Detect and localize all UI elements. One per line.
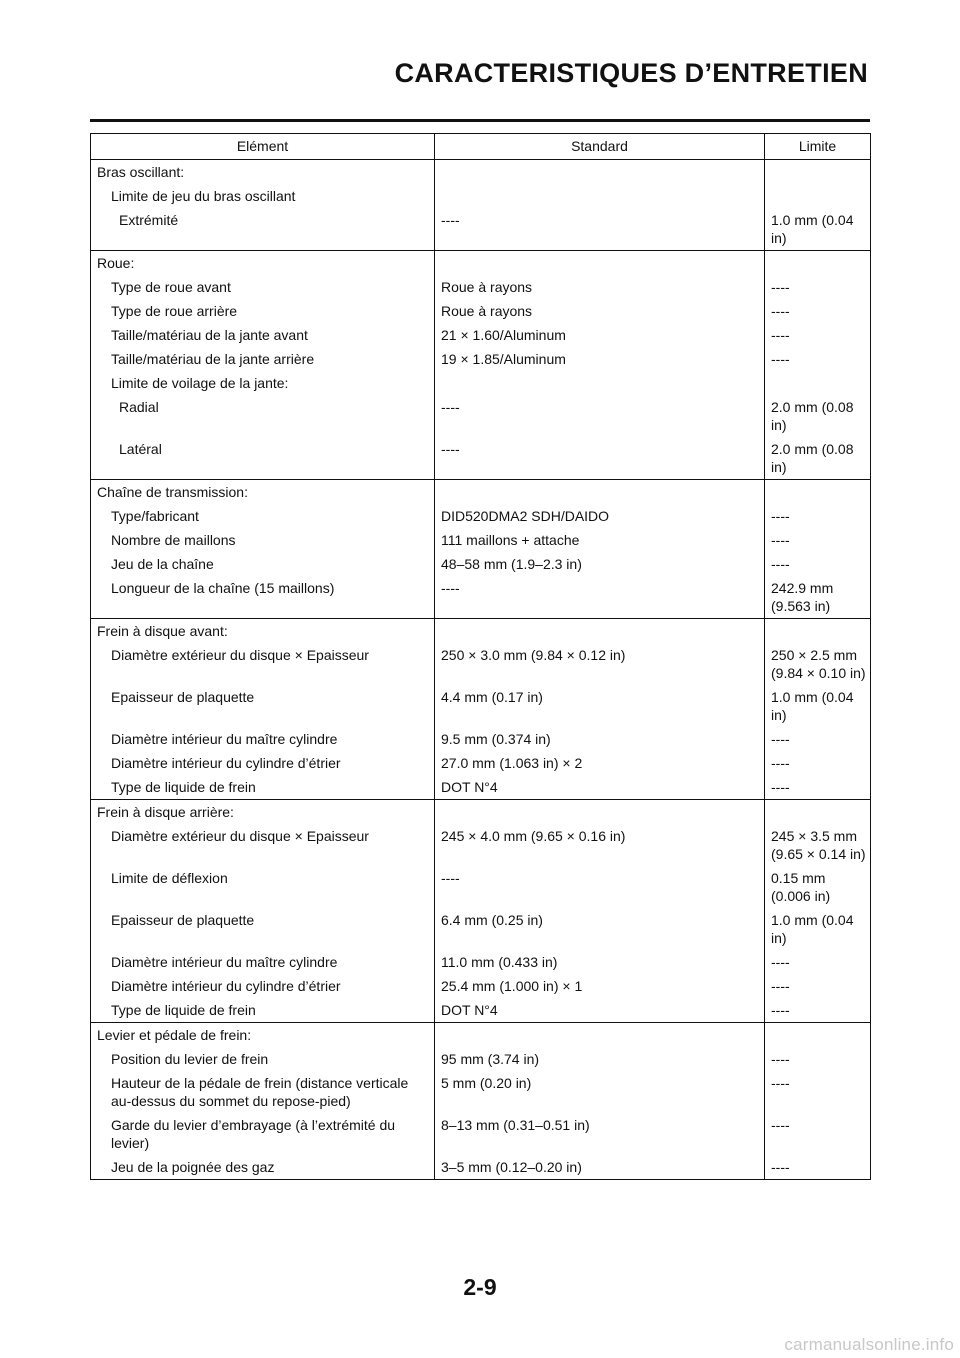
cell-standard: DOT N°4 [435,998,765,1023]
group-title: Frein à disque avant: [91,619,435,644]
cell-standard: ---- [435,395,765,437]
cell-element: Type de roue arrière [91,299,435,323]
table-row [91,998,871,1023]
cell-element: Longueur de la chaîne (15 maillons) [91,576,435,619]
cell-limite: 2.0 mm (0.08 in) [765,395,871,437]
cell-element: Type de roue avant [91,275,435,299]
group-title-row [91,1023,871,1048]
table-row [91,685,871,727]
table-row [91,347,871,371]
table-row [91,395,871,437]
empty-cell [435,480,765,505]
cell-limite: ---- [765,528,871,552]
cell-element: Diamètre extérieur du disque × Epaisseur [91,643,435,685]
cell-limite: 250 × 2.5 mm (9.84 × 0.10 in) [765,643,871,685]
cell-limite: ---- [765,950,871,974]
table-row [91,1113,871,1155]
table-row [91,950,871,974]
group-title-row [91,160,871,185]
cell-limite: ---- [765,1155,871,1180]
cell-element: Garde du levier d’embrayage (à l’extrémité du levier) [91,1113,435,1155]
empty-cell [435,1023,765,1048]
cell-limite: ---- [765,727,871,751]
cell-standard: ---- [435,208,765,251]
table-row [91,775,871,800]
table-row [91,576,871,619]
cell-limite: ---- [765,275,871,299]
cell-element: Epaisseur de plaquette [91,908,435,950]
table-row [91,552,871,576]
table-row [91,643,871,685]
cell-standard: 5 mm (0.20 in) [435,1071,765,1113]
empty-cell [765,1023,871,1048]
table-row [91,1071,871,1113]
empty-cell [765,160,871,185]
cell-standard: Roue à rayons [435,275,765,299]
cell-limite: ---- [765,1047,871,1071]
table-row [91,866,871,908]
cell-limite: ---- [765,552,871,576]
cell-element: Diamètre intérieur du cylindre d’étrier [91,974,435,998]
cell-limite: ---- [765,323,871,347]
table-row [91,974,871,998]
cell-limite: 1.0 mm (0.04 in) [765,685,871,727]
header-limite: Limite [765,134,871,160]
table-row [91,727,871,751]
cell-standard: 111 maillons + attache [435,528,765,552]
group-title-row [91,251,871,276]
spec-group [91,800,871,1023]
page-title: CARACTERISTIQUES D’ENTRETIEN [394,58,868,88]
group-title: Frein à disque arrière: [91,800,435,825]
cell-standard [435,371,765,395]
cell-standard: 48–58 mm (1.9–2.3 in) [435,552,765,576]
cell-limite: ---- [765,347,871,371]
group-title: Bras oscillant: [91,160,435,185]
cell-standard: 9.5 mm (0.374 in) [435,727,765,751]
cell-standard: ---- [435,866,765,908]
cell-limite: 1.0 mm (0.04 in) [765,908,871,950]
cell-standard: 95 mm (3.74 in) [435,1047,765,1071]
cell-limite: ---- [765,299,871,323]
cell-limite: ---- [765,1071,871,1113]
empty-cell [435,619,765,644]
table-row [91,824,871,866]
cell-limite: ---- [765,998,871,1023]
cell-element: Diamètre extérieur du disque × Epaisseur [91,824,435,866]
spec-group [91,480,871,619]
cell-element: Limite de déflexion [91,866,435,908]
spec-group [91,251,871,480]
empty-cell [435,160,765,185]
empty-cell [435,251,765,276]
group-title: Chaîne de transmission: [91,480,435,505]
empty-cell [765,480,871,505]
table-row [91,184,871,208]
table-row [91,437,871,480]
cell-standard: 250 × 3.0 mm (9.84 × 0.12 in) [435,643,765,685]
cell-limite: 2.0 mm (0.08 in) [765,437,871,480]
cell-element: Taille/matériau de la jante arrière [91,347,435,371]
spec-group [91,619,871,800]
table-row [91,208,871,251]
spec-group [91,1023,871,1180]
cell-standard: DOT N°4 [435,775,765,800]
table-row [91,1047,871,1071]
cell-element: Diamètre intérieur du maître cylindre [91,727,435,751]
cell-standard [435,184,765,208]
group-title-row [91,480,871,505]
cell-element: Diamètre intérieur du maître cylindre [91,950,435,974]
group-title-row [91,800,871,825]
cell-limite: ---- [765,775,871,800]
cell-element: Radial [91,395,435,437]
cell-element: Diamètre intérieur du cylindre d’étrier [91,751,435,775]
table-row [91,528,871,552]
cell-element: Jeu de la poignée des gaz [91,1155,435,1180]
table-row [91,299,871,323]
table-row [91,323,871,347]
header-standard: Standard [435,134,765,160]
cell-limite: 245 × 3.5 mm (9.65 × 0.14 in) [765,824,871,866]
cell-standard: 21 × 1.60/Aluminum [435,323,765,347]
table-row [91,751,871,775]
table-row [91,1155,871,1180]
table-row [91,371,871,395]
cell-standard: Roue à rayons [435,299,765,323]
header-element: Elément [91,134,435,160]
cell-standard: 4.4 mm (0.17 in) [435,685,765,727]
cell-standard: 6.4 mm (0.25 in) [435,908,765,950]
cell-standard: 25.4 mm (1.000 in) × 1 [435,974,765,998]
cell-standard: ---- [435,437,765,480]
cell-standard: 27.0 mm (1.063 in) × 2 [435,751,765,775]
cell-standard: 8–13 mm (0.31–0.51 in) [435,1113,765,1155]
cell-element: Type de liquide de frein [91,998,435,1023]
group-title: Roue: [91,251,435,276]
cell-element: Taille/matériau de la jante avant [91,323,435,347]
title-rule [90,119,870,122]
cell-standard: DID520DMA2 SDH/DAIDO [435,504,765,528]
table-row [91,504,871,528]
empty-cell [765,619,871,644]
cell-standard: 11.0 mm (0.433 in) [435,950,765,974]
cell-limite: ---- [765,504,871,528]
cell-element: Nombre de maillons [91,528,435,552]
empty-cell [765,251,871,276]
cell-limite: ---- [765,1113,871,1155]
cell-element: Epaisseur de plaquette [91,685,435,727]
empty-cell [765,800,871,825]
empty-cell [435,800,765,825]
table-row [91,275,871,299]
cell-element: Position du levier de frein [91,1047,435,1071]
cell-limite [765,371,871,395]
cell-limite [765,184,871,208]
watermark: carmanualsonline.info [784,1335,954,1354]
cell-element: Type de liquide de frein [91,775,435,800]
table-row [91,908,871,950]
group-title: Levier et pédale de frein: [91,1023,435,1048]
cell-element: Limite de jeu du bras oscillant [91,184,435,208]
cell-limite: 242.9 mm (9.563 in) [765,576,871,619]
cell-element: Type/fabricant [91,504,435,528]
cell-element: Jeu de la chaîne [91,552,435,576]
cell-standard: ---- [435,576,765,619]
spec-group [91,160,871,251]
cell-element: Latéral [91,437,435,480]
cell-limite: ---- [765,751,871,775]
cell-limite: ---- [765,974,871,998]
cell-standard: 19 × 1.85/Aluminum [435,347,765,371]
cell-limite: 1.0 mm (0.04 in) [765,208,871,251]
group-title-row [91,619,871,644]
cell-element: Extrémité [91,208,435,251]
cell-standard: 245 × 4.0 mm (9.65 × 0.16 in) [435,824,765,866]
page-number: 2-9 [463,1274,497,1300]
cell-element: Hauteur de la pédale de frein (distance verticale au-dessus du sommet du repose-pied) [91,1071,435,1113]
cell-element: Limite de voilage de la jante: [91,371,435,395]
cell-limite: 0.15 mm (0.006 in) [765,866,871,908]
cell-standard: 3–5 mm (0.12–0.20 in) [435,1155,765,1180]
spec-table [90,133,871,1180]
spec-table-header [91,134,871,160]
